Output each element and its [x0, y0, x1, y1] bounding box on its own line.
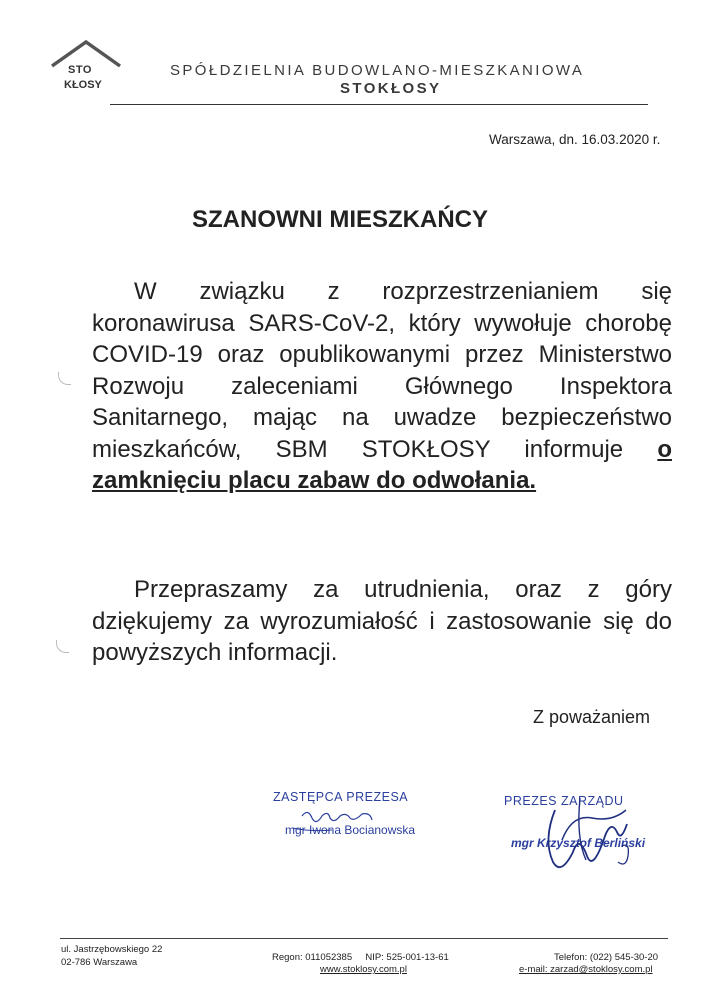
organization-logo: [48, 36, 128, 100]
stamp-right-title: PREZES ZARZĄDU: [504, 794, 624, 808]
scan-artifact: [58, 372, 71, 385]
organization-name-short: STOKŁOSY: [340, 80, 442, 97]
paragraph-apology: [92, 574, 672, 669]
paragraph-apology-text: Przepraszamy za utrudnienia, oraz z góry dziękujemy za wyrozumiałość i zastosowanie się do powyższych informacji.: [92, 576, 672, 666]
footer-regon-nip: Regon: 011052385 NIP: 525-001-13-61: [272, 952, 449, 963]
letter-heading: SZANOWNI MIESZKAŃCY: [192, 206, 488, 233]
scan-artifact: [56, 640, 69, 653]
footer-divider: [60, 938, 668, 939]
handwritten-signatures: [250, 790, 670, 880]
organization-name: SPÓŁDZIELNIA BUDOWLANO-MIESZKANIOWA: [170, 62, 585, 79]
header-divider: [110, 104, 648, 105]
closing-salutation: Z poważaniem: [533, 707, 651, 727]
footer-email-link[interactable]: e-mail: zarzad@stoklosy.com.pl: [519, 964, 653, 975]
paragraph-announcement-text: W związku z rozprzestrzenianiem się koronawirusa SARS-CoV-2, który wywołuje chorobę COVID-19 oraz opublikowanymi przez Ministerstwo Rozwoju zaleceniami Głównego Inspektora Sanitarnego, mając na uwadze bezpieczeństwo mieszkańców, SBM STOKŁOSY informuje: [92, 278, 672, 463]
logo-text-top: STO: [68, 64, 92, 76]
footer-address-line2: 02-786 Warszawa: [61, 957, 138, 968]
footer-website-link[interactable]: www.stoklosy.com.pl: [320, 964, 407, 975]
stamp-left-title: ZASTĘPCA PREZESA: [273, 790, 409, 804]
footer-phone: Telefon: (022) 545-30-20: [554, 952, 659, 963]
date-line: Warszawa, dn. 16.03.2020 r.: [489, 132, 661, 147]
announcement-emphasis: o zamknięciu placu zabaw do odwołania.: [92, 435, 672, 494]
logo-text-bottom: KŁOSY: [64, 79, 102, 91]
paragraph-announcement: [92, 276, 672, 497]
stamp-left-name: mgr Iwona Bocianowska: [285, 823, 416, 837]
stamp-right-name: mgr Krzysztof Berliński: [511, 836, 646, 850]
footer-address-line1: ul. Jastrzębowskiego 22: [61, 944, 163, 955]
